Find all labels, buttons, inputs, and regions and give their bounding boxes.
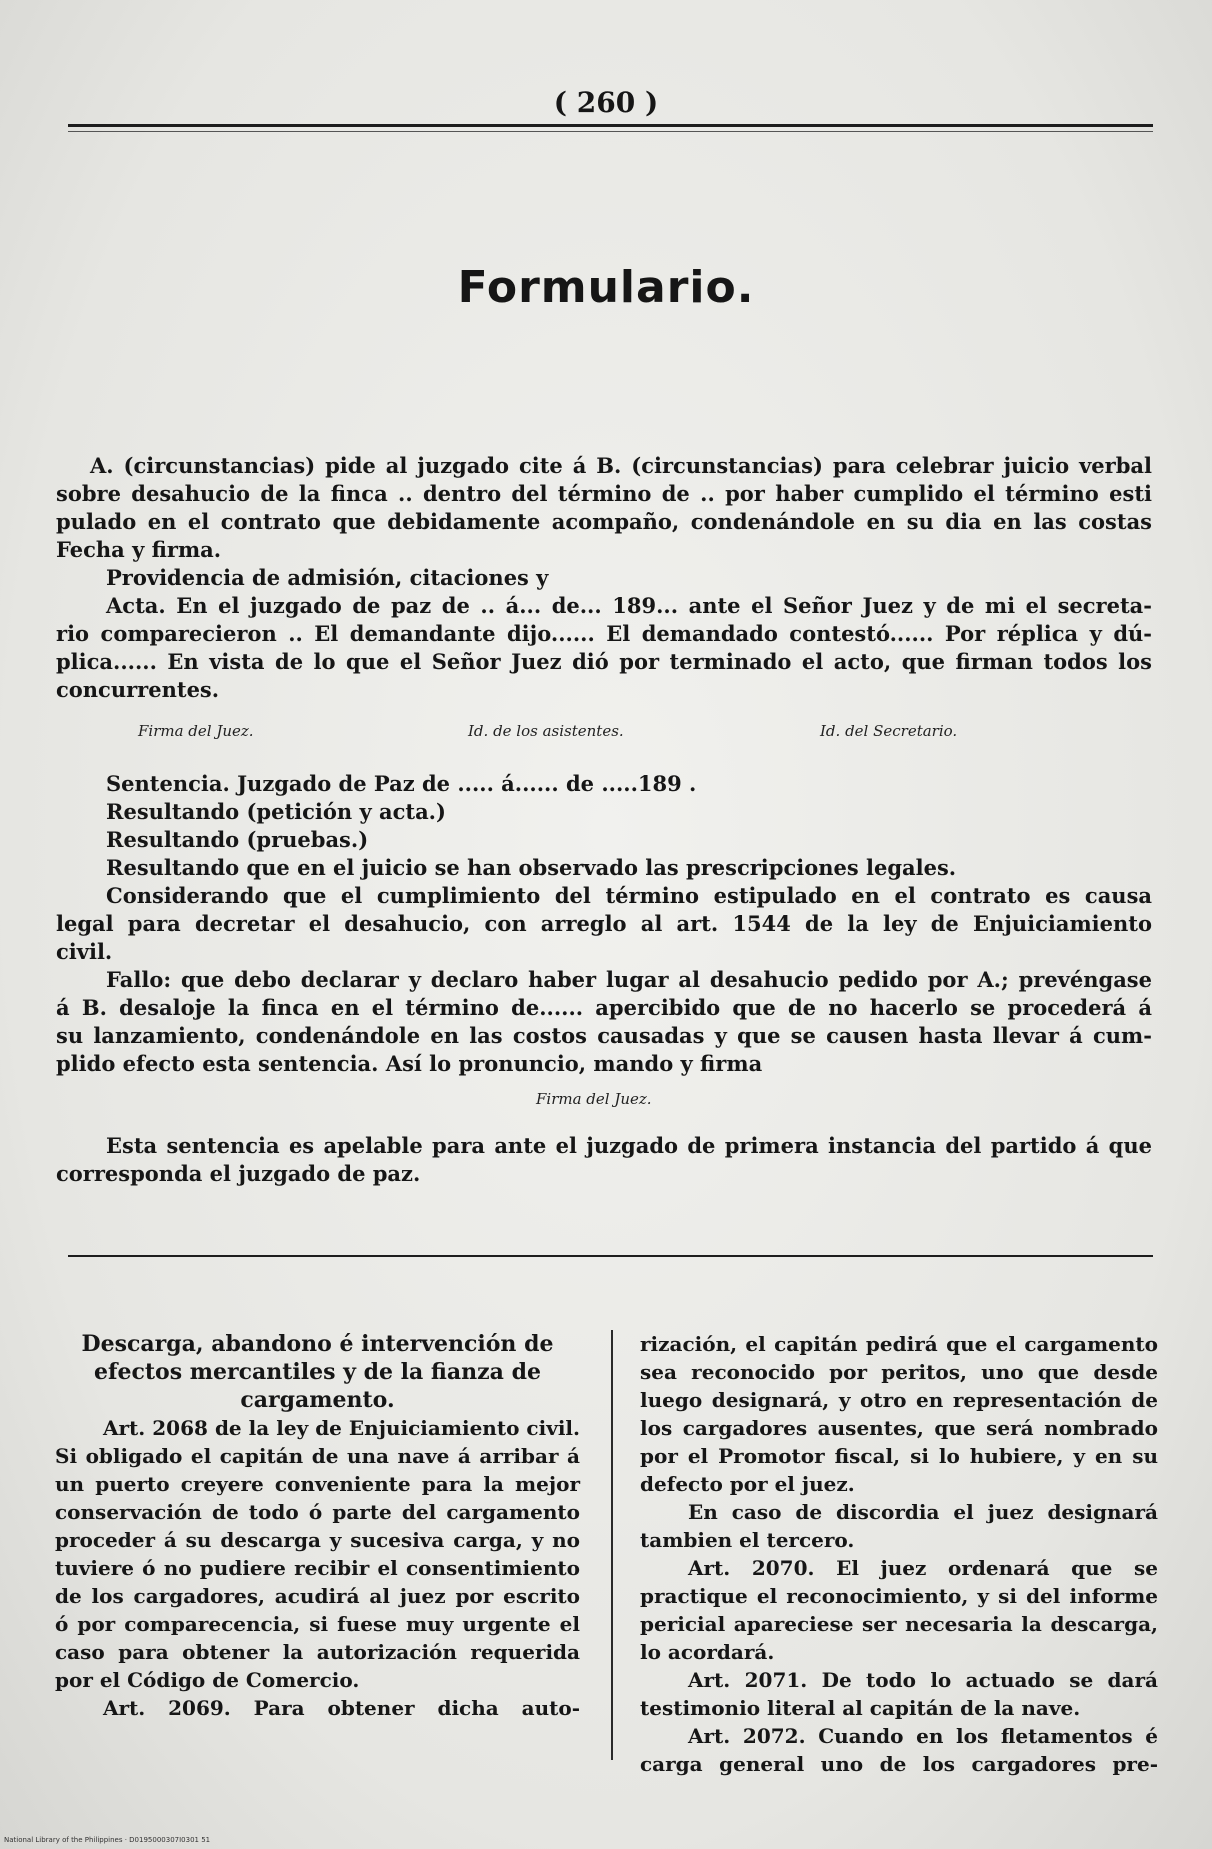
resultando-1: Resultando (petición y acta.)	[106, 799, 446, 824]
acta-line: plica...... En vista de lo que el Señor Juez dió por terminado el acto, que firman todos los	[56, 649, 1152, 674]
apelable-line: Esta sentencia es apelable para ante el juzgado de primera instancia del partido á que	[106, 1133, 1152, 1158]
signature-juez: Firma del Juez.	[138, 722, 254, 740]
article-2072-start: Art. 2072. Cuando en los fletamentos é carga general uno de los cargadores pre-	[640, 1724, 1158, 1776]
sentencia-head: Sentencia. Juzgado de Paz de ..... á...... de .....189 .	[106, 771, 697, 796]
fallo-line: Fallo: que debo declarar y declaro haber lugar al desahucio pedido por A.; prevéngase	[106, 967, 1152, 992]
considerando-line: Considerando que el cumplimiento del término estipulado en el contrato es causa	[106, 883, 1152, 908]
article-2068: Art. 2068 de la ley de Enjuiciamiento civil. Si obligado el capitán de una nave á arribar á un puerto creyere conveniente para la mejor conservación de todo ó parte del cargamento proceder á su descarga y sucesiva carga, y no tuviere ó no pudiere recibir el consentimiento de los cargadores, acudirá al juez por escrito ó por comparecencia, si fuese muy urgente el caso para obtener la autorización requerida por el Código de Comercio.	[55, 1416, 580, 1692]
signature-secretario: Id. del Secretario.	[820, 722, 958, 740]
header-rule-thin	[68, 131, 1153, 132]
resultando-2: Resultando (pruebas.)	[106, 827, 369, 852]
fallo-line: á B. desaloje la finca en el término de...... apercibido que de no hacerlo se procederá á	[56, 995, 1152, 1020]
apelable-line: corresponda el juzgado de paz.	[56, 1161, 421, 1186]
fallo-line: plido efecto esta sentencia. Así lo pronuncio, mando y firma	[56, 1051, 763, 1076]
petition-line: pulado en el contrato que debidamente acompaño, condenándole en su dia en las costas	[56, 509, 1152, 534]
acta-line: rio comparecieron .. El demandante dijo...... El demandado contestó...... Por réplica y dú-	[56, 621, 1152, 646]
acta-line: Acta. En el juzgado de paz de .. á... de... 189... ante el Señor Juez y de mi el secreta-	[106, 593, 1152, 618]
header-rule	[68, 124, 1153, 127]
section-heading: Descarga, abandono é intervención de efectos mercantiles y de la fianza de cargamento.	[81, 1331, 554, 1413]
article-2071: Art. 2071. De todo lo actuado se dará testimonio literal al capitán de la nave.	[640, 1668, 1158, 1720]
page-title: Formulario.	[457, 262, 755, 313]
article-2069-cont: rización, el capitán pedirá que el cargamento sea reconocido por peritos, uno que desde luego designará, y otro en representación de los cargadores ausentes, que será nombrado por el Promotor fiscal, si lo hubiere, y en su defecto por el juez.	[640, 1332, 1158, 1496]
petition-line: Fecha y firma.	[56, 537, 222, 562]
section-divider	[68, 1255, 1153, 1257]
article-2069-start: Art. 2069. Para obtener dicha auto-	[103, 1696, 580, 1720]
right-column	[640, 1330, 1158, 1778]
petition-line: A. (circunstancias) pide al juzgado cite á B. (circunstancias) para celebrar juicio verbal	[90, 453, 1152, 478]
acta-line: concurrentes.	[56, 677, 220, 702]
signature-juez-2: Firma del Juez.	[536, 1090, 652, 1108]
resultando-3: Resultando que en el juicio se han observado las prescripciones legales.	[106, 855, 957, 880]
petition-line: sobre desahucio de la finca .. dentro del término de .. por haber cumplido el término esti	[56, 481, 1152, 506]
fallo-line: su lanzamiento, condenándole en las costos causadas y que se causen hasta llevar á cum-	[56, 1023, 1152, 1048]
considerando-line: civil.	[56, 939, 113, 964]
discordia-paragraph: En caso de discordia el juez designará tambien el tercero.	[640, 1500, 1158, 1552]
providencia-line: Providencia de admisión, citaciones y	[106, 565, 549, 590]
signature-asistentes: Id. de los asistentes.	[468, 722, 624, 740]
scan-footer: National Library of the Philippines · D0195000307I0301 51	[4, 1836, 211, 1844]
left-column	[55, 1330, 580, 1722]
column-divider	[611, 1330, 613, 1760]
considerando-line: legal para decretar el desahucio, con arreglo al art. 1544 de la ley de Enjuiciamiento	[56, 911, 1152, 936]
page-number: ( 260 )	[553, 86, 659, 119]
article-2070: Art. 2070. El juez ordenará que se practique el reconocimiento, y si del informe pericial apareciese ser necesaria la descarga, lo acordará.	[640, 1556, 1158, 1664]
